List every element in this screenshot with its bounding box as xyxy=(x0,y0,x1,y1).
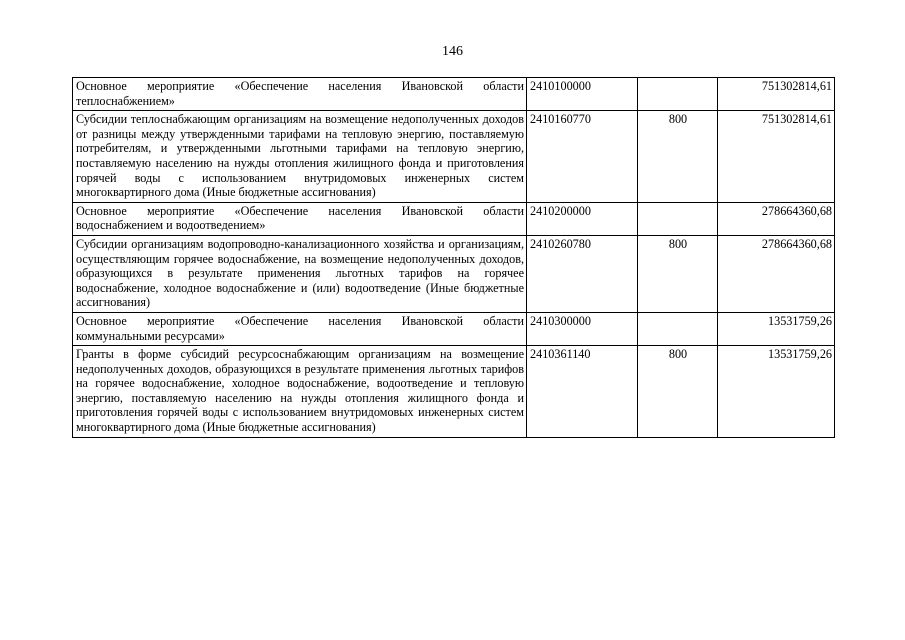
row-expense-type-cell xyxy=(638,202,718,235)
row-name-cell: Основное мероприятие «Обеспечение населения Ивановской области водоснабжением и водоотведением» xyxy=(73,202,527,235)
table-row xyxy=(73,111,835,203)
row-amount-cell: 278664360,68 xyxy=(718,202,835,235)
row-expense-type-cell: 800 xyxy=(638,111,718,203)
row-amount-cell: 751302814,61 xyxy=(718,111,835,203)
row-code-cell: 2410160770 xyxy=(527,111,638,203)
table-row xyxy=(73,312,835,345)
budget-table xyxy=(72,77,835,438)
page-number: 146 xyxy=(442,44,463,59)
row-expense-type-cell xyxy=(638,78,718,111)
table-row xyxy=(73,78,835,111)
row-name-cell: Основное мероприятие «Обеспечение населения Ивановской области коммунальными ресурсами» xyxy=(73,312,527,345)
row-code-cell: 2410100000 xyxy=(527,78,638,111)
row-expense-type-cell: 800 xyxy=(638,235,718,312)
row-name-cell: Субсидии организациям водопроводно-канализационного хозяйства и организациям, осуществляющим горячее водоснабжение, на возмещение недополученных доходов, образующихся в результате применения льготных тарифов на горячее водоснабжение, холодное водоснабжение и (или) водоотведение (Иные бюджетные ассигнования) xyxy=(73,235,527,312)
table-row xyxy=(73,346,835,438)
table-row xyxy=(73,202,835,235)
row-amount-cell: 751302814,61 xyxy=(718,78,835,111)
row-code-cell: 2410300000 xyxy=(527,312,638,345)
row-code-cell: 2410361140 xyxy=(527,346,638,438)
row-amount-cell: 13531759,26 xyxy=(718,312,835,345)
row-code-cell: 2410260780 xyxy=(527,235,638,312)
row-expense-type-cell: 800 xyxy=(638,346,718,438)
row-amount-cell: 278664360,68 xyxy=(718,235,835,312)
row-amount-cell: 13531759,26 xyxy=(718,346,835,438)
row-code-cell: 2410200000 xyxy=(527,202,638,235)
row-name-cell: Основное мероприятие «Обеспечение населения Ивановской области теплоснабжением» xyxy=(73,78,527,111)
row-name-cell: Гранты в форме субсидий ресурсоснабжающим организациям на возмещение недополученных доходов, образующихся в результате применения льготных тарифов на горячее водоснабжение, холодное водоснабжение, водоотведение и тепловую энергию, поставляемую населению на нужды отопления жилищного фонда и приготовления горячей воды с использованием внутридомовых инженерных систем многоквартирного дома (Иные бюджетные ассигнования) xyxy=(73,346,527,438)
row-expense-type-cell xyxy=(638,312,718,345)
table-row xyxy=(73,235,835,312)
row-name-cell: Субсидии теплоснабжающим организациям на возмещение недополученных доходов от разницы между утвержденными тарифами на тепловую энергию, поставляемую потребителям, и утвержденными льготными тарифами на тепловую энергию, поставляемую населению на нужды отопления жилищного фонда и приготовления горячей воды с использованием внутридомовых инженерных систем многоквартирного дома (Иные бюджетные ассигнования) xyxy=(73,111,527,203)
